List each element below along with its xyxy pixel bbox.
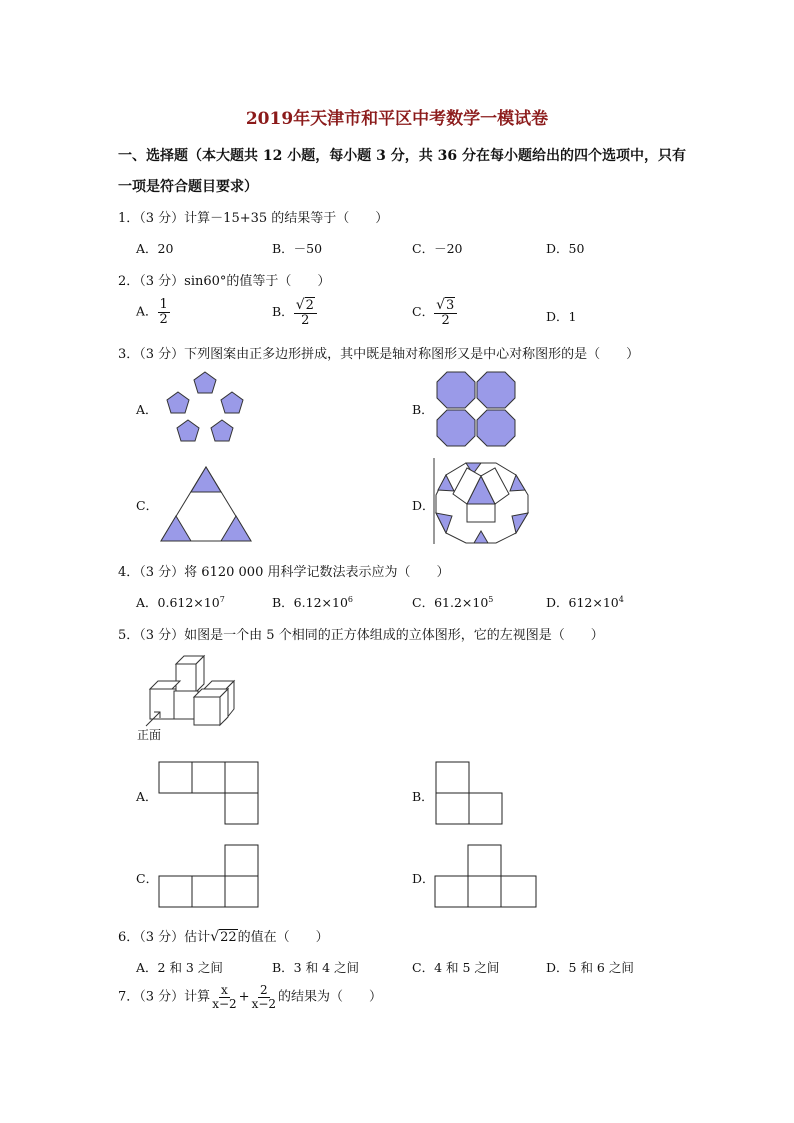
q5-view-c — [158, 844, 260, 908]
page-title: 2019年天津市和平区中考数学一模试卷 — [245, 109, 549, 129]
front-view-label: 正面 — [137, 728, 162, 742]
section-heading-line1: 一、选择题（本大题共 12 小题，每小题 3 分，共 36 分在每小题给出的四个选项中，只有 — [118, 148, 686, 164]
q6-option-d: D．5 和 6 之间 — [546, 960, 634, 975]
q4-d-base: D．612×10 — [546, 595, 619, 610]
q4-option-a — [136, 593, 225, 611]
q4-option-d — [546, 593, 624, 611]
q4-a-base: A．0.612×10 — [136, 595, 220, 610]
sqrt-icon: √ — [210, 929, 220, 945]
q3-figure-c — [160, 466, 252, 542]
q4-option-c — [412, 593, 493, 611]
q6-option-a: A．2 和 3 之间 — [136, 960, 223, 975]
q5-view-b — [435, 761, 507, 825]
q3-label-c: C． — [136, 498, 159, 513]
q7-f2-num: 2 — [259, 983, 268, 997]
q1-option-d: D．50 — [546, 241, 585, 256]
q5-label-c: C． — [136, 871, 159, 886]
q2-option-a — [136, 298, 170, 326]
q4-c-exp: 5 — [488, 594, 494, 604]
q7-f1-den: x−2 — [212, 996, 237, 1011]
q7-stem-post: 的结果为（ ） — [278, 989, 383, 1005]
q5-label-b: B． — [412, 789, 434, 804]
q6-option-c: C．4 和 5 之间 — [412, 960, 500, 975]
question-2-stem: 2．（3 分）sin60°的值等于（ ） — [118, 274, 331, 289]
q6-radicand: 22 — [220, 930, 237, 945]
octagon-tiles — [437, 372, 515, 446]
q3-figure-a — [160, 370, 250, 450]
q7-fraction-2 — [250, 984, 278, 1010]
q4-c-base: C．61.2×10 — [412, 595, 489, 610]
q5-view-d — [434, 844, 538, 908]
q3-label-d: D． — [412, 498, 435, 513]
q1-option-b: B．－50 — [272, 241, 323, 256]
question-6-stem — [118, 926, 329, 945]
q2-a-fraction — [158, 298, 170, 326]
q7-fraction-1 — [210, 984, 238, 1010]
q3-figure-d — [432, 458, 532, 546]
q1-option-a: A．20 — [136, 241, 174, 256]
q1-option-c: C．－20 — [412, 241, 463, 256]
q2-a-label: A． — [136, 303, 158, 319]
q6-option-b: B．3 和 4 之间 — [272, 960, 360, 975]
q6-stem-pre: 6．（3 分）估计 — [118, 930, 211, 945]
q3-label-a: A． — [136, 402, 158, 417]
q4-d-exp: 4 — [618, 594, 624, 604]
q2-option-c — [412, 298, 457, 327]
q3-label-b: B． — [412, 402, 434, 417]
q4-a-exp: 7 — [219, 594, 225, 604]
q2-b-fraction — [294, 298, 317, 327]
q2-option-b — [272, 298, 317, 327]
q2-c-num: √3 — [434, 298, 457, 314]
q2-option-d: D．1 — [546, 309, 577, 324]
q5-label-a: A． — [136, 789, 158, 804]
q2-b-label: B． — [272, 304, 294, 320]
q2-c-label: C． — [412, 304, 435, 320]
q7-plus: + — [238, 989, 250, 1005]
q7-f2-den: x−2 — [251, 996, 277, 1011]
q2-b-num: √2 — [294, 298, 317, 314]
question-4-stem: 4．（3 分）将 6120 000 用科学记数法表示应为（ ） — [118, 565, 450, 580]
q2-c-den: 2 — [441, 312, 450, 328]
pentagon-ring — [167, 372, 243, 441]
q6-stem-post: 的值在（ ） — [237, 930, 329, 945]
q4-b-exp: 6 — [347, 594, 353, 604]
q5-label-d: D． — [412, 871, 435, 886]
question-7-stem — [118, 984, 382, 1010]
q4-b-base: B．6.12×10 — [272, 595, 348, 610]
section-heading-line2: 一项是符合题目要求） — [118, 179, 258, 195]
q3-figure-b — [436, 371, 516, 447]
question-1-stem: 1．（3 分）计算－15+35 的结果等于（ ） — [118, 211, 389, 226]
question-5-stem: 5．（3 分）如图是一个由 5 个相同的正方体组成的立体图形，它的左视图是（ ） — [118, 628, 604, 643]
q2-b-den: 2 — [301, 312, 310, 328]
q5-view-a — [158, 761, 260, 825]
question-3-stem: 3．（3 分）下列图案由正多边形拼成，其中既是轴对称图形又是中心对称图形的是（ ） — [118, 347, 640, 362]
q2-c-fraction — [434, 298, 457, 327]
q7-stem-pre: 7．（3 分）计算 — [118, 989, 211, 1005]
q2-a-num: 1 — [159, 297, 168, 312]
q7-f1-num: x — [221, 983, 228, 997]
q2-a-den: 2 — [159, 311, 168, 327]
q4-option-b — [272, 593, 353, 611]
